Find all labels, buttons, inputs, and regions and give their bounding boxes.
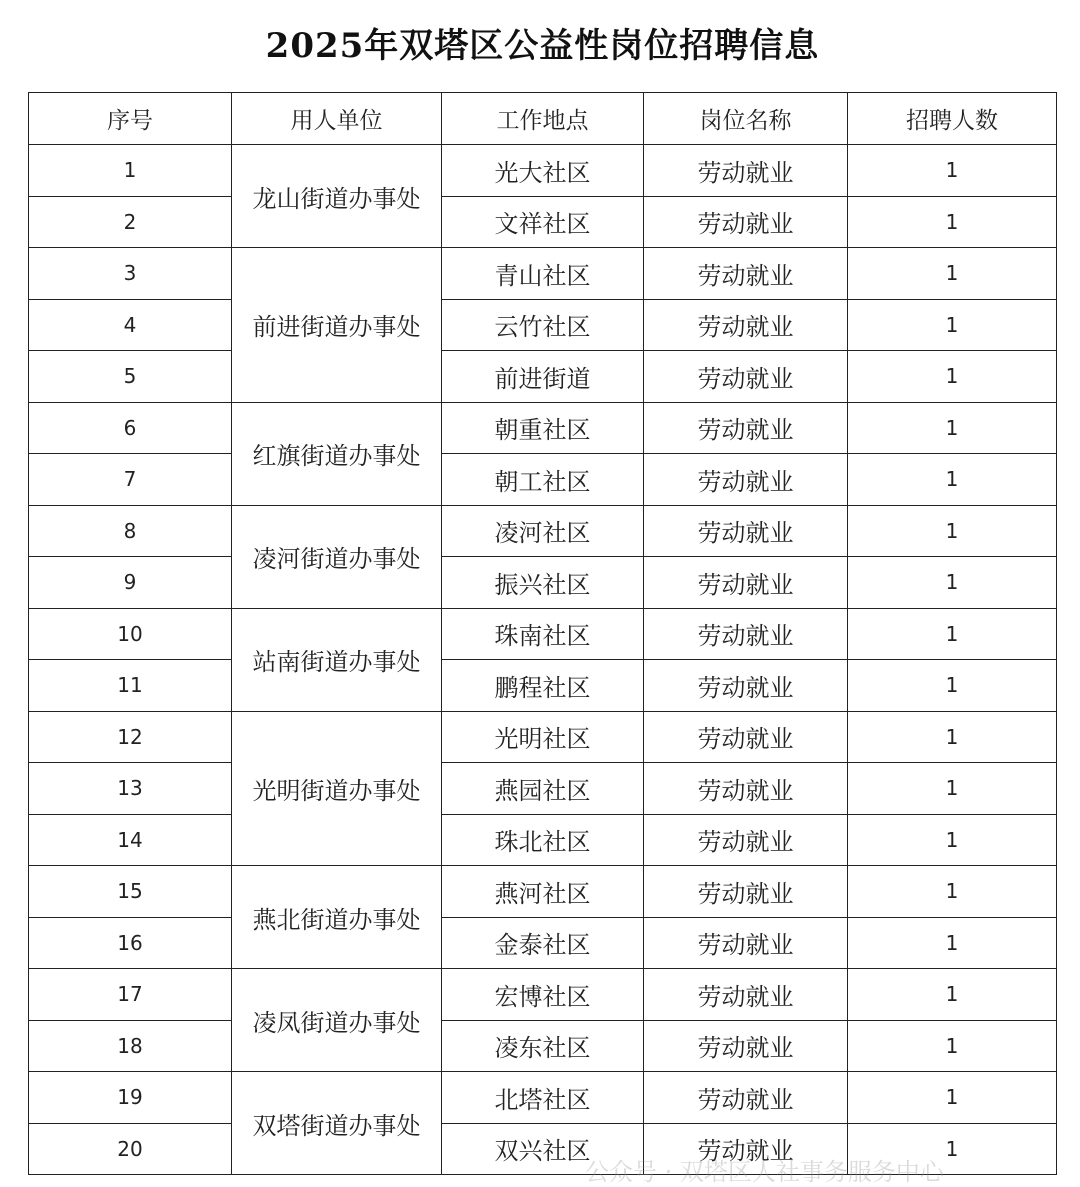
cell-count: 1 [848,1072,1057,1124]
cell-place: 宏博社区 [442,969,644,1021]
cell-count: 1 [848,1123,1057,1175]
cell-job: 劳动就业 [644,1123,848,1175]
cell-place: 朝工社区 [442,454,644,506]
cell-place: 凌河社区 [442,505,644,557]
table-row [29,608,1057,660]
table-row [29,196,1057,248]
cell-count: 1 [848,814,1057,866]
cell-place: 双兴社区 [442,1123,644,1175]
cell-no: 4 [29,299,232,351]
table-row [29,917,1057,969]
cell-count: 1 [848,969,1057,1021]
cell-job: 劳动就业 [644,557,848,609]
table-row [29,299,1057,351]
cell-count: 1 [848,711,1057,763]
cell-job: 劳动就业 [644,608,848,660]
table-row [29,969,1057,1021]
cell-place: 文祥社区 [442,196,644,248]
cell-place: 燕园社区 [442,763,644,815]
cell-no: 6 [29,402,232,454]
table-header-row [29,93,1057,145]
watermark: 公众号 · 双塔区人社事务服务中心 [585,1158,944,1186]
recruitment-table [28,92,1057,1175]
table-row [29,1072,1057,1124]
cell-count: 1 [848,402,1057,454]
cell-count: 1 [848,1020,1057,1072]
cell-job: 劳动就业 [644,196,848,248]
table-row [29,814,1057,866]
cell-job: 劳动就业 [644,660,848,712]
cell-count: 1 [848,196,1057,248]
cell-unit: 凌河街道办事处 [232,505,442,608]
table-row [29,145,1057,197]
cell-unit: 龙山街道办事处 [232,145,442,248]
cell-place: 北塔社区 [442,1072,644,1124]
cell-no: 7 [29,454,232,506]
cell-no: 5 [29,351,232,403]
cell-job: 劳动就业 [644,351,848,403]
cell-place: 金泰社区 [442,917,644,969]
cell-unit: 前进街道办事处 [232,248,442,403]
cell-unit: 光明街道办事处 [232,711,442,866]
cell-no: 1 [29,145,232,197]
cell-count: 1 [848,505,1057,557]
cell-place: 朝重社区 [442,402,644,454]
cell-count: 1 [848,557,1057,609]
cell-unit: 双塔街道办事处 [232,1072,442,1175]
table-row [29,402,1057,454]
header-count: 招聘人数 [848,93,1057,145]
cell-no: 20 [29,1123,232,1175]
cell-count: 1 [848,608,1057,660]
table-row [29,1020,1057,1072]
cell-no: 3 [29,248,232,300]
cell-unit: 红旗街道办事处 [232,402,442,505]
cell-place: 鹏程社区 [442,660,644,712]
cell-no: 19 [29,1072,232,1124]
cell-place: 燕河社区 [442,866,644,918]
cell-job: 劳动就业 [644,299,848,351]
cell-count: 1 [848,454,1057,506]
cell-job: 劳动就业 [644,1072,848,1124]
cell-place: 珠北社区 [442,814,644,866]
cell-no: 17 [29,969,232,1021]
table-row [29,351,1057,403]
cell-no: 15 [29,866,232,918]
cell-unit: 站南街道办事处 [232,608,442,711]
cell-count: 1 [848,351,1057,403]
cell-count: 1 [848,145,1057,197]
cell-unit: 燕北街道办事处 [232,866,442,969]
cell-job: 劳动就业 [644,505,848,557]
cell-job: 劳动就业 [644,402,848,454]
cell-no: 16 [29,917,232,969]
cell-place: 光大社区 [442,145,644,197]
table-row [29,505,1057,557]
cell-no: 18 [29,1020,232,1072]
cell-place: 云竹社区 [442,299,644,351]
header-job: 岗位名称 [644,93,848,145]
cell-place: 光明社区 [442,711,644,763]
cell-job: 劳动就业 [644,145,848,197]
cell-no: 14 [29,814,232,866]
cell-job: 劳动就业 [644,711,848,763]
cell-no: 11 [29,660,232,712]
page-title: 2025年双塔区公益性岗位招聘信息 [265,26,820,66]
cell-count: 1 [848,299,1057,351]
table-body [29,145,1057,1175]
cell-job: 劳动就业 [644,763,848,815]
cell-count: 1 [848,866,1057,918]
cell-unit: 凌凤街道办事处 [232,969,442,1072]
table-row [29,1123,1057,1175]
cell-place: 凌东社区 [442,1020,644,1072]
cell-no: 9 [29,557,232,609]
cell-count: 1 [848,660,1057,712]
table-row [29,454,1057,506]
cell-place: 珠南社区 [442,608,644,660]
cell-job: 劳动就业 [644,917,848,969]
cell-job: 劳动就业 [644,969,848,1021]
cell-count: 1 [848,763,1057,815]
table-row [29,557,1057,609]
cell-no: 10 [29,608,232,660]
cell-no: 8 [29,505,232,557]
cell-count: 1 [848,248,1057,300]
table-row [29,660,1057,712]
cell-place: 前进街道 [442,351,644,403]
cell-job: 劳动就业 [644,454,848,506]
table-row [29,248,1057,300]
cell-no: 12 [29,711,232,763]
header-place: 工作地点 [442,93,644,145]
cell-job: 劳动就业 [644,866,848,918]
table-row [29,711,1057,763]
cell-no: 13 [29,763,232,815]
table-row [29,866,1057,918]
cell-no: 2 [29,196,232,248]
cell-count: 1 [848,917,1057,969]
recruitment-table-container [28,92,1056,1175]
header-unit: 用人单位 [232,93,442,145]
cell-job: 劳动就业 [644,248,848,300]
cell-place: 振兴社区 [442,557,644,609]
cell-place: 青山社区 [442,248,644,300]
cell-job: 劳动就业 [644,814,848,866]
cell-job: 劳动就业 [644,1020,848,1072]
table-row [29,763,1057,815]
header-no: 序号 [29,93,232,145]
